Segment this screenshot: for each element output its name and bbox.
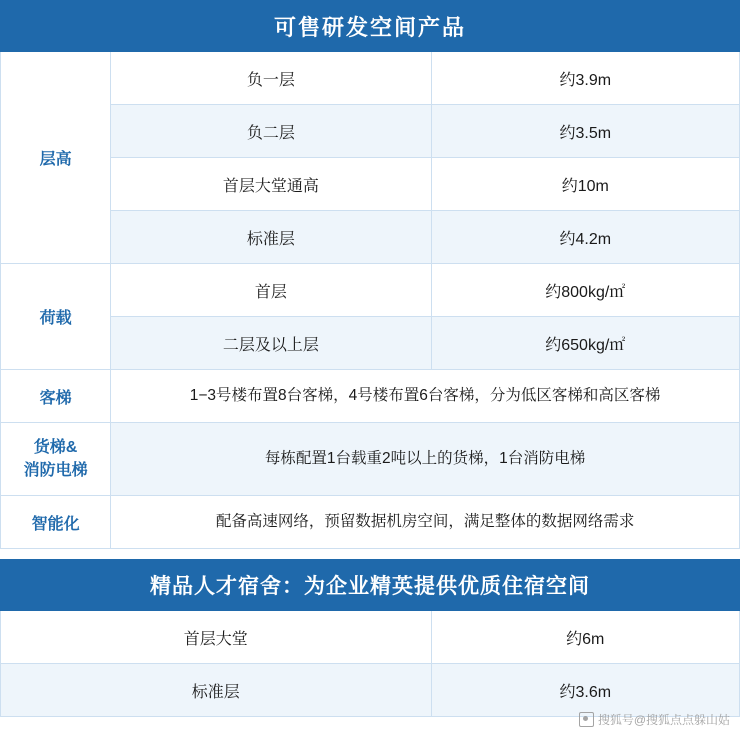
watermark-logo-icon: [579, 712, 594, 727]
row-label: 首层大堂: [1, 611, 432, 664]
row-label: 首层大堂通高: [111, 158, 431, 211]
category-freight-lift-line2: 消防电梯: [23, 462, 88, 479]
category-intelligent: 智能化: [1, 496, 111, 549]
table-row: [1, 211, 740, 264]
table-row: [1, 560, 740, 611]
category-freight-lift: [1, 423, 111, 496]
section-spacer: [1, 549, 740, 560]
table-row: [1, 264, 740, 317]
row-label: 负一层: [111, 52, 431, 105]
row-label: 首层: [111, 264, 431, 317]
freight-lift-description: 每栋配置1台载重2吨以上的货梯，1台消防电梯: [111, 423, 740, 496]
watermark: [579, 711, 730, 728]
row-value: 约650kg/㎡: [431, 317, 739, 370]
row-label: 二层及以上层: [111, 317, 431, 370]
category-floor-height: 层高: [1, 52, 111, 264]
category-freight-lift-line1: 货梯&: [33, 438, 78, 456]
table-row-spacer: [1, 549, 740, 560]
section2-title: 精品人才宿舍：为企业精英提供优质住宿空间: [1, 560, 740, 611]
page-title: 可售研发空间产品: [1, 1, 740, 52]
row-label: 负二层: [111, 105, 431, 158]
row-value: 约3.9m: [431, 52, 739, 105]
row-label: 标准层: [1, 664, 432, 717]
table-row: [1, 370, 740, 423]
row-value: 约3.5m: [431, 105, 739, 158]
row-label: 标准层: [111, 211, 431, 264]
row-value: 约6m: [431, 611, 739, 664]
table-row: [1, 496, 740, 549]
passenger-lift-description: 1−3号楼布置8台客梯，4号楼布置6台客梯，分为低区客梯和高区客梯: [111, 370, 740, 423]
table-row: [1, 611, 740, 664]
row-value: 约4.2m: [431, 211, 739, 264]
row-value: 约800kg/㎡: [431, 264, 739, 317]
table-row: [1, 1, 740, 52]
table-row: [1, 317, 740, 370]
row-value: 约10m: [431, 158, 739, 211]
category-load: 荷载: [1, 264, 111, 370]
table-row: [1, 423, 740, 496]
intelligent-description: 配备高速网络，预留数据机房空间，满足整体的数据网络需求: [111, 496, 740, 549]
table-row: [1, 105, 740, 158]
table-row: [1, 158, 740, 211]
watermark-text: 搜狐号@搜狐点点躲山姑: [597, 713, 730, 727]
table-row: [1, 52, 740, 105]
row-value: 约3.6m: [431, 664, 739, 717]
table-row: [1, 664, 740, 717]
category-passenger-lift: 客梯: [1, 370, 111, 423]
